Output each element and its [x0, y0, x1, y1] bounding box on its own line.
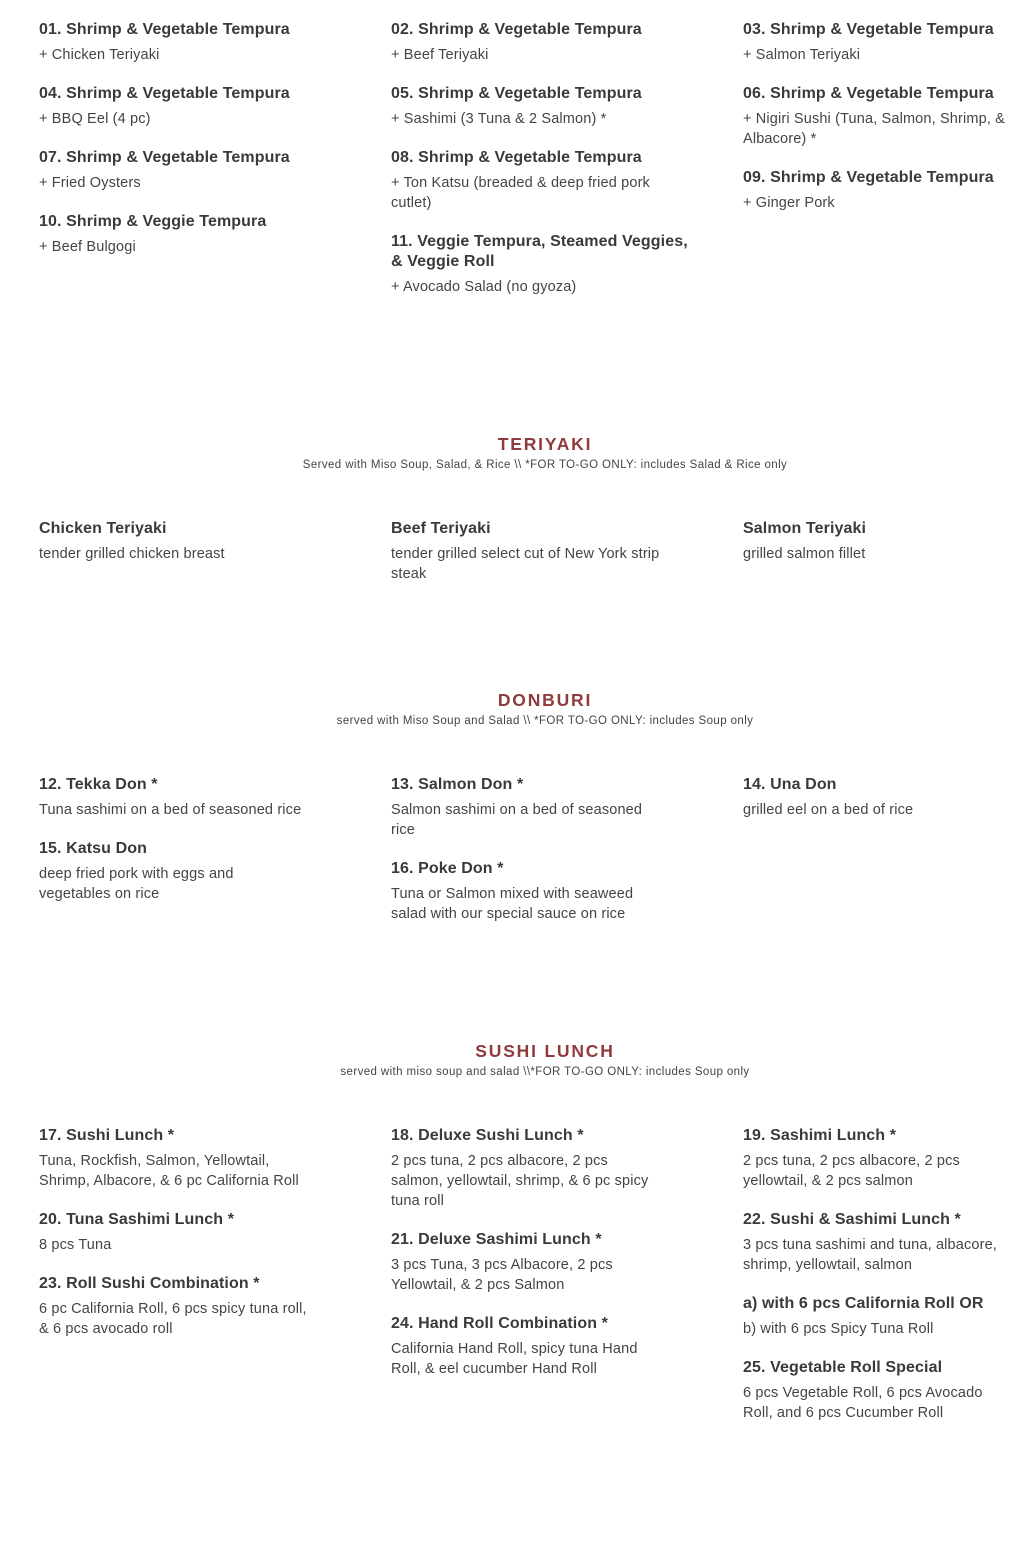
menu-item — [391, 859, 743, 924]
donburi-grid — [39, 775, 1019, 943]
menu-item — [743, 1358, 1013, 1423]
menu-item-title: Salmon Teriyaki — [743, 520, 867, 537]
menu-item-description: 2 pcs tuna, 2 pcs albacore, 2 pcs salmon, yellowtail, shrimp, & 6 pc spicy tuna roll — [391, 1153, 649, 1209]
menu-item-description: 2 pcs tuna, 2 pcs albacore, 2 pcs yellowtail, & 2 pcs salmon — [743, 1153, 960, 1189]
menu-item — [743, 84, 1013, 149]
menu-item-title: 18. Deluxe Sushi Lunch * — [391, 1127, 584, 1144]
menu-item-title: 02. Shrimp & Vegetable Tempura — [391, 21, 642, 38]
menu-item-title: 17. Sushi Lunch * — [39, 1127, 175, 1144]
section-title: SUSHI LUNCH — [475, 1041, 615, 1061]
sushi-column-3 — [743, 1126, 1013, 1442]
section-title: DONBURI — [497, 690, 593, 710]
menu-item-title: 25. Vegetable Roll Special — [743, 1359, 943, 1376]
menu-item-description: b) with 6 pcs Spicy Tuna Roll — [743, 1321, 934, 1337]
menu-item-title: Beef Teriyaki — [391, 520, 491, 537]
menu-item-title: 08. Shrimp & Vegetable Tempura — [391, 149, 642, 166]
section-subtitle: served with Miso Soup and Salad \\ *FOR TO-GO ONLY: includes Soup only — [336, 715, 754, 727]
menu-item-title: 24. Hand Roll Combination * — [391, 1315, 608, 1332]
teriyaki-column-3 — [743, 519, 1013, 603]
menu-item-title: 10. Shrimp & Veggie Tempura — [39, 213, 267, 230]
section-subtitle: Served with Miso Soup, Salad, & Rice \\ *FOR TO-GO ONLY: includes Salad & Rice only — [302, 459, 788, 471]
menu-item-title: a) with 6 pcs California Roll OR — [743, 1295, 984, 1312]
menu-item-description: grilled salmon fillet — [743, 546, 866, 562]
teriyaki-grid — [39, 519, 1019, 603]
menu-item — [391, 775, 743, 840]
menu-item — [39, 1126, 391, 1191]
donburi-column-2 — [391, 775, 743, 943]
menu-item-title: 19. Sashimi Lunch * — [743, 1127, 897, 1144]
section-title: TERIYAKI — [497, 434, 593, 454]
menu-item-title: 09. Shrimp & Vegetable Tempura — [743, 169, 994, 186]
menu-item-description: Tuna sashimi on a bed of seasoned rice — [39, 802, 302, 818]
menu-item — [391, 148, 743, 213]
menu-item — [39, 519, 391, 564]
menu-item-title: 06. Shrimp & Vegetable Tempura — [743, 85, 994, 102]
menu-item-description: Tuna, Rockfish, Salmon, Yellowtail, Shrimp, Albacore, & 6 pc California Roll — [39, 1153, 299, 1189]
teriyaki-section-header — [0, 433, 1030, 473]
menu-item-title: 11. Veggie Tempura, Steamed Veggies, & Veggie Roll — [391, 233, 688, 270]
menu-item — [391, 1230, 743, 1295]
menu-item — [743, 1294, 1013, 1339]
menu-item-description: 8 pcs Tuna — [39, 1237, 112, 1253]
menu-item-description: 3 pcs Tuna, 3 pcs Albacore, 2 pcs Yellowtail, & 2 pcs Salmon — [391, 1257, 613, 1293]
menu-item-description: Tuna or Salmon mixed with seaweed salad with our special sauce on rice — [391, 886, 634, 922]
menu-item — [743, 775, 1013, 820]
menu-item — [391, 84, 743, 129]
donburi-column-1 — [39, 775, 391, 943]
menu-item-title: 01. Shrimp & Vegetable Tempura — [39, 21, 290, 38]
menu-item — [391, 20, 743, 65]
menu-item — [39, 84, 391, 129]
menu-item-title: 23. Roll Sushi Combination * — [39, 1275, 260, 1292]
sushi-lunch-grid — [39, 1126, 1019, 1442]
combo-column-3 — [743, 20, 1013, 316]
menu-item-description: tender grilled chicken breast — [39, 546, 225, 562]
menu-item — [743, 1210, 1013, 1275]
menu-item-description: 3 pcs tuna sashimi and tuna, albacore, shrimp, yellowtail, salmon — [743, 1237, 997, 1273]
sushi-column-2 — [391, 1126, 743, 1442]
menu-item-title: 03. Shrimp & Vegetable Tempura — [743, 21, 994, 38]
menu-item — [743, 519, 1013, 564]
sushi-lunch-section-header — [0, 1040, 1030, 1080]
menu-item — [39, 148, 391, 193]
menu-item-description: + Ton Katsu (breaded & deep fried pork cutlet) — [391, 175, 650, 211]
menu-item-title: Chicken Teriyaki — [39, 520, 167, 537]
menu-item-description: grilled eel on a bed of rice — [743, 802, 914, 818]
menu-item — [743, 168, 1013, 213]
donburi-section-header — [0, 689, 1030, 729]
menu-item-title: 21. Deluxe Sashimi Lunch * — [391, 1231, 602, 1248]
sushi-column-1 — [39, 1126, 391, 1442]
menu-item-description: Salmon sashimi on a bed of seasoned rice — [391, 802, 643, 838]
menu-item — [39, 775, 391, 820]
menu-item — [391, 519, 743, 584]
menu-item-description: deep fried pork with eggs and vegetables on rice — [39, 866, 234, 902]
menu-item — [39, 1210, 391, 1255]
menu-item-title: 13. Salmon Don * — [391, 776, 524, 793]
menu-item-description: + Nigiri Sushi (Tuna, Salmon, Shrimp, & Albacore) * — [743, 111, 1005, 147]
menu-item — [39, 839, 391, 904]
combo-column-2 — [391, 20, 743, 316]
menu-item-description: + Beef Teriyaki — [391, 47, 489, 63]
menu-item — [39, 1274, 391, 1339]
menu-item — [743, 1126, 1013, 1191]
menu-item-title: 20. Tuna Sashimi Lunch * — [39, 1211, 235, 1228]
menu-item-description: + Avocado Salad (no gyoza) — [391, 279, 577, 295]
menu-item-title: 14. Una Don — [743, 776, 837, 793]
menu-item-description: + Fried Oysters — [39, 175, 141, 191]
menu-item-description: + BBQ Eel (4 pc) — [39, 111, 151, 127]
menu-item-title: 05. Shrimp & Vegetable Tempura — [391, 85, 642, 102]
menu-item-title: 15. Katsu Don — [39, 840, 147, 857]
menu-item-description: 6 pcs Vegetable Roll, 6 pcs Avocado Roll, and 6 pcs Cucumber Roll — [743, 1385, 983, 1421]
teriyaki-column-1 — [39, 519, 391, 603]
menu-item-description: + Sashimi (3 Tuna & 2 Salmon) * — [391, 111, 607, 127]
combo-grid — [39, 20, 1019, 316]
menu-item-description: tender grilled select cut of New York strip steak — [391, 546, 660, 582]
menu-item-title: 07. Shrimp & Vegetable Tempura — [39, 149, 290, 166]
menu-item-title: 22. Sushi & Sashimi Lunch * — [743, 1211, 961, 1228]
donburi-column-3 — [743, 775, 1013, 943]
menu-item — [39, 20, 391, 65]
menu-item-description: California Hand Roll, spicy tuna Hand Roll, & eel cucumber Hand Roll — [391, 1341, 638, 1377]
teriyaki-column-2 — [391, 519, 743, 603]
menu-item-description: + Chicken Teriyaki — [39, 47, 160, 63]
menu-item-description: + Ginger Pork — [743, 195, 835, 211]
menu-item — [391, 232, 743, 297]
menu-item — [743, 20, 1013, 65]
menu-item — [391, 1314, 743, 1379]
section-subtitle: served with miso soup and salad \\*FOR TO-GO ONLY: includes Soup only — [340, 1066, 750, 1078]
menu-item-title: 16. Poke Don * — [391, 860, 504, 877]
menu-item-description: + Salmon Teriyaki — [743, 47, 861, 63]
menu-item-description: 6 pc California Roll, 6 pcs spicy tuna roll, & 6 pcs avocado roll — [39, 1301, 307, 1337]
combo-column-1 — [39, 20, 391, 316]
menu-item — [391, 1126, 743, 1211]
menu-item-description: + Beef Bulgogi — [39, 239, 136, 255]
menu-item-title: 04. Shrimp & Vegetable Tempura — [39, 85, 290, 102]
menu-item — [39, 212, 391, 257]
menu-item-title: 12. Tekka Don * — [39, 776, 158, 793]
